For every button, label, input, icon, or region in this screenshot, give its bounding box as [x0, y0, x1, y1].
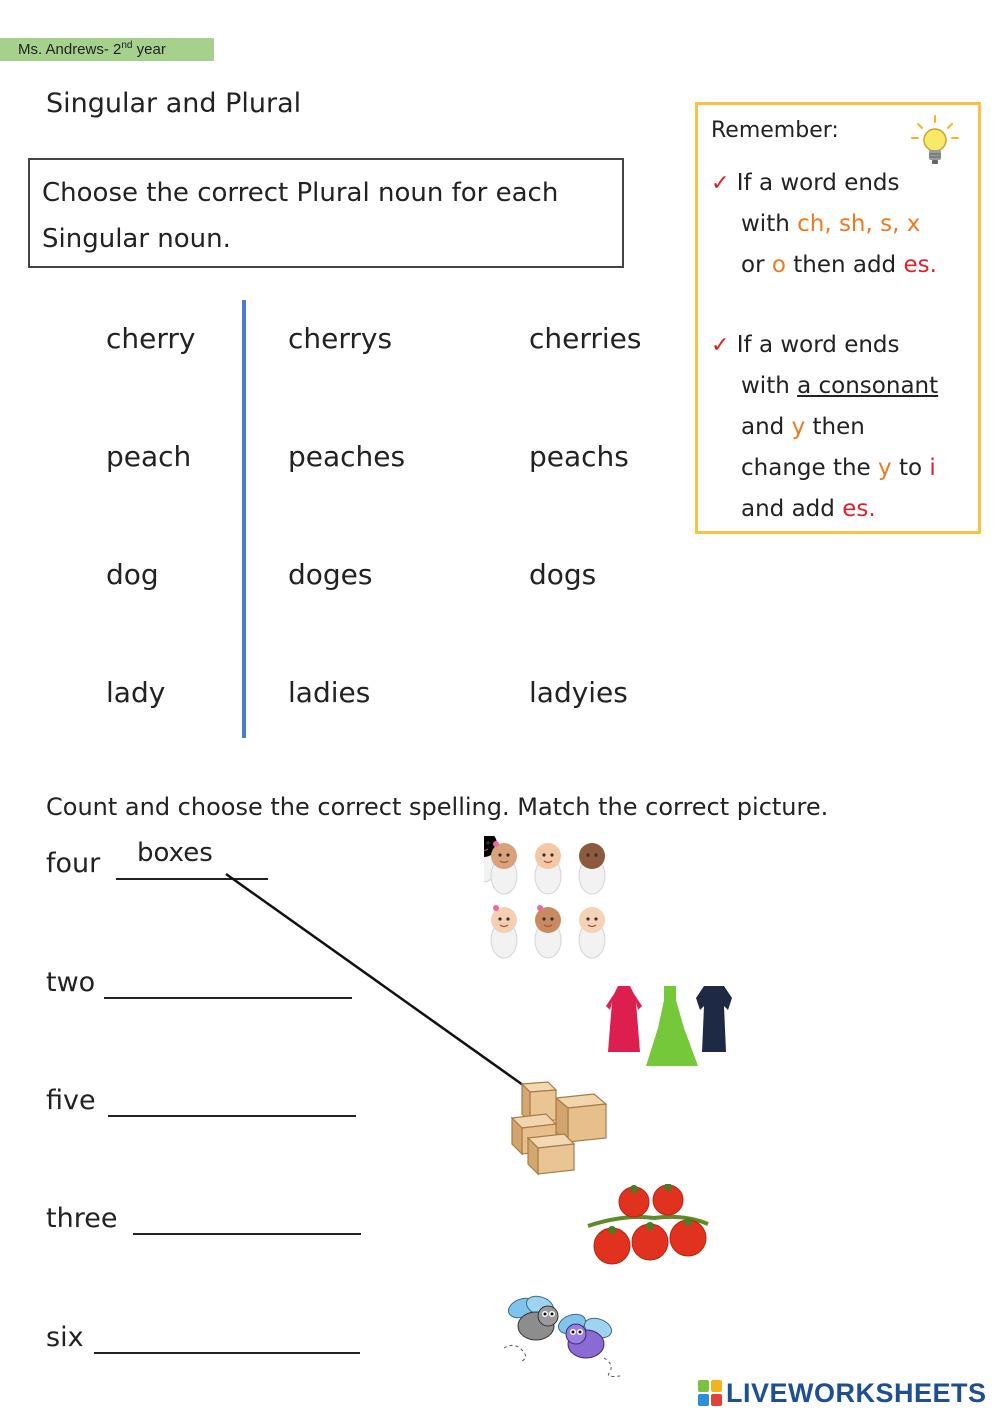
- answer-blank[interactable]: [94, 1352, 360, 1354]
- tomatoes-picture[interactable]: [584, 1184, 714, 1274]
- rule1-line1: ✓ If a word ends: [711, 170, 900, 196]
- teacher-sup: nd: [121, 40, 133, 51]
- rule1-line3: or o then add es.: [741, 252, 937, 278]
- teacher-suffix: year: [132, 41, 166, 58]
- boxes-picture[interactable]: [506, 1076, 610, 1176]
- singular-noun: peach: [106, 440, 192, 473]
- rule2-line3: and y then: [741, 414, 865, 440]
- plural-option[interactable]: ladies: [288, 676, 371, 709]
- footer-brand: LIVEWORKSHEETS: [726, 1377, 987, 1408]
- footer-logo: [698, 1376, 987, 1410]
- plural-option[interactable]: peachs: [529, 440, 629, 473]
- plural-option[interactable]: dogs: [529, 558, 597, 591]
- dresses-picture[interactable]: [604, 980, 740, 1072]
- answer-blank[interactable]: [133, 1233, 361, 1235]
- count-number: four: [46, 848, 101, 879]
- babies-picture[interactable]: [484, 836, 616, 968]
- rule1-line2: with ch, sh, s, x: [741, 211, 921, 237]
- count-number: three: [46, 1203, 118, 1234]
- page-title: Singular and Plural: [46, 88, 302, 119]
- count-number: two: [46, 967, 96, 998]
- instruction-text: Choose the correct Plural noun for each Singular noun.: [42, 178, 559, 254]
- singular-noun: lady: [106, 676, 166, 709]
- plural-option[interactable]: doges: [288, 558, 373, 591]
- column-divider: [242, 300, 246, 738]
- teacher-tag: [0, 38, 214, 61]
- liveworksheets-icon: [698, 1380, 722, 1406]
- plural-option[interactable]: peaches: [288, 440, 406, 473]
- plural-option[interactable]: ladyies: [529, 676, 628, 709]
- answer-blank[interactable]: [116, 878, 268, 880]
- rule2-line4: change the y to i: [741, 455, 936, 481]
- flies-picture[interactable]: [500, 1292, 630, 1382]
- lightbulb-icon: [910, 114, 960, 172]
- singular-noun: cherry: [106, 322, 196, 355]
- answer-blank[interactable]: [108, 1115, 356, 1117]
- teacher-prefix: Ms. Andrews- 2: [18, 41, 122, 58]
- count-instruction: Count and choose the correct spelling. Match the correct picture.: [46, 793, 829, 821]
- count-number: five: [46, 1085, 96, 1116]
- singular-noun: dog: [106, 558, 159, 591]
- check-icon: ✓: [711, 171, 730, 196]
- rule2-line2: with a consonant: [741, 373, 939, 399]
- answer-blank[interactable]: [104, 997, 352, 999]
- count-number: six: [46, 1322, 84, 1353]
- remember-title: Remember:: [711, 118, 839, 143]
- rule2-line1: ✓ If a word ends: [711, 332, 900, 358]
- rule2-line5: and add es.: [741, 496, 876, 522]
- plural-option[interactable]: cherries: [529, 322, 642, 355]
- check-icon: ✓: [711, 333, 730, 358]
- plural-option[interactable]: cherrys: [288, 322, 393, 355]
- answer-text[interactable]: boxes: [137, 838, 213, 868]
